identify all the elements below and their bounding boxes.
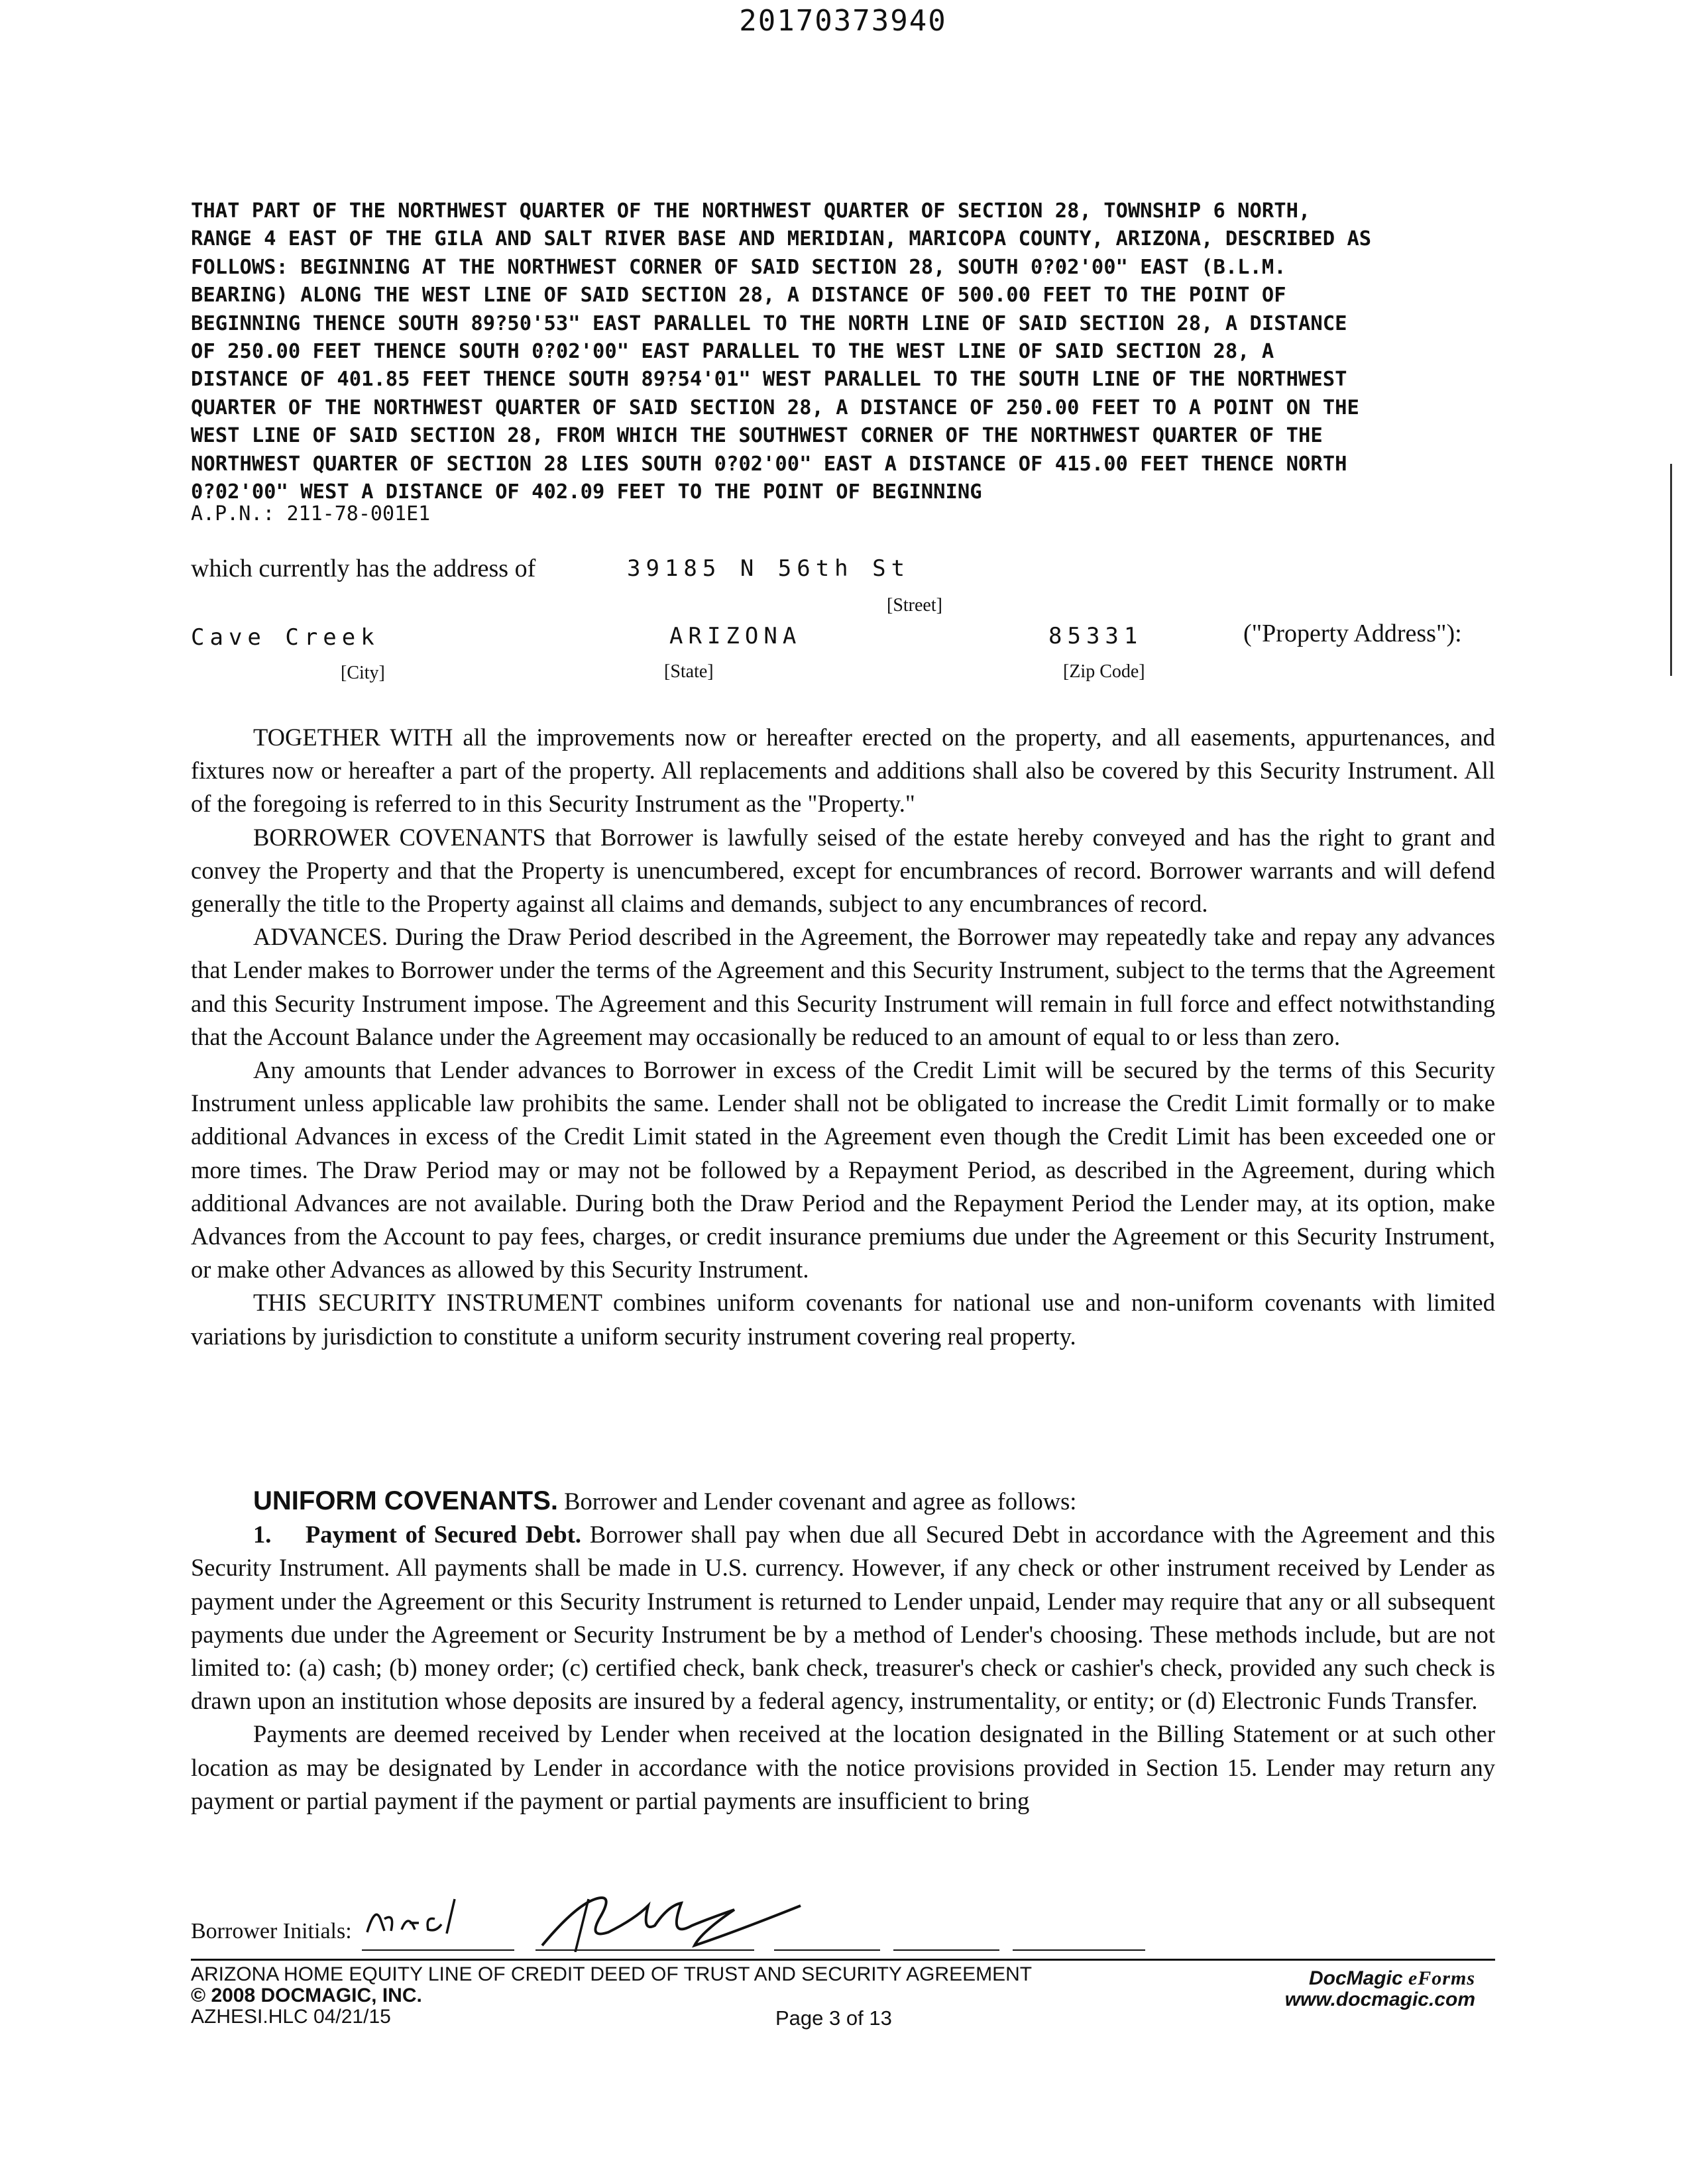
- initials-line-2: [535, 1949, 754, 1951]
- advances-paragraph: ADVANCES. During the Draw Period described in the Agreement, the Borrower may repeatedly take and repay any advances that Lender makes to Borrower under the terms of the Agreement and this Security Instrument, subject to the terms that the Agreement and this Security Instrument impose. The Agreement and this Security Instrument will remain in full force and effect notwithstanding that the Account Balance under the Agreement may occasionally be reduced to an amount of equal to or less than zero.: [191, 923, 1495, 1050]
- scan-margin-mark: [1670, 464, 1672, 676]
- property-address-label: ("Property Address"):: [1243, 620, 1462, 647]
- zip-caption: [Zip Code]: [1063, 661, 1145, 682]
- eforms-brand: eForms: [1408, 1967, 1475, 1989]
- copyright: © 2008 DOCMAGIC, INC.: [191, 1985, 422, 2006]
- initials-line-4: [893, 1949, 999, 1951]
- docmagic-website: www.docmagic.com: [1284, 1989, 1475, 2010]
- excess-advances-paragraph: Any amounts that Lender advances to Borrower in excess of the Credit Limit will be secured by the terms of this Security Instrument unless applicable law prohibits the same. Lender shall not be obligated to increase the Credit Limit formally or to make additional Advances in excess of the Credit Limit stated in the Agreement even though the Credit Limit has been exceeded one or more times. The Draw Period may or may not be followed by a Repayment Period, as described in the Agreement, during which additional Advances are not available. During both the Draw Period and the Repayment Period the Lender may, at its option, make Advances from the Account to pay fees, charges, or credit insurance premiums due under the Agreement or this Security Instrument, or make other Advances as allowed by this Security Instrument.: [191, 1056, 1495, 1283]
- form-code: AZHESI.HLC 04/21/15: [191, 2006, 391, 2028]
- initials-signature-1: [362, 1892, 475, 1939]
- apn-number: A.P.N.: 211-78-001E1: [191, 502, 431, 525]
- security-instrument-paragraph: THIS SECURITY INSTRUMENT combines uniform covenants for national use and non-uniform covenants with limited variations by jurisdiction to constitute a uniform security instrument covering real property.: [191, 1289, 1495, 1350]
- docmagic-brand: DocMagic: [1308, 1967, 1408, 1989]
- payments-received-paragraph: Payments are deemed received by Lender when received at the location designated in the Billing Statement or at such other location as may be designated by Lender in accordance with the notice provisions provided in Section 15. Lender may return any payment or partial payment if the payment or partial payments are insufficient to bring: [191, 1720, 1495, 1814]
- initials-signature-2: [535, 1879, 814, 1952]
- initials-line-1: [362, 1949, 514, 1951]
- covenants-body: [191, 721, 1495, 1353]
- footer-rule: [191, 1959, 1495, 1961]
- borrower-initials-label: Borrower Initials:: [191, 1919, 352, 1943]
- legal-description: [191, 197, 1483, 506]
- address-intro: which currently has the address of: [191, 555, 536, 582]
- section-1-text: Borrower shall pay when due all Secured Debt in accordance with the Agreement and this Security Instrument. All payments shall be made in U.S. currency. However, if any check or other instrument received by Lender as payment under the Agreement or this Security Instrument is returned to Lender unpaid, Lender may require that any or all subsequent payments due under the Agreement or Security Instrument be by a method of Lender's choosing. These methods include, but are not limited to: (a) cash; (b) money order; (c) certified check, bank check, treasurer's check or cashier's check, provided any such check is drawn upon an institution whose deposits are insured by a federal agency, instrumentality, or entity; or (d) Electronic Funds Transfer.: [191, 1521, 1496, 1715]
- initials-line-3: [774, 1949, 880, 1951]
- uniform-covenants-heading-line: [191, 1484, 1495, 1518]
- footer-brand: [1285, 1968, 1475, 2010]
- state-caption: [State]: [664, 661, 714, 682]
- docmagic-logo: [1285, 1968, 1475, 1989]
- legal-description-text: THAT PART OF THE NORTHWEST QUARTER OF THE NORTHWEST QUARTER OF SECTION 28, TOWNSHIP 6 NORTH, RANGE 4 EAST OF THE GILA AND SALT RIVER BASE AND MERIDIAN, MARICOPA COUNTY, ARIZONA, DESCRIBED AS FOLLOWS: BEGINNING AT THE NORTHWEST CORNER OF SAID SECTION 28, SOUTH 0?02'00" EAST (B.L.M. BEARING) ALONG THE WEST LINE OF SAID SECTION 28, A DISTANCE OF 500.00 FEET TO THE POINT OF BEGINNING THENCE SOUTH 89?50'53" EAST PARALLEL TO THE NORTH LINE OF SAID SECTION 28, A DISTANCE OF 250.00 FEET THENCE SOUTH 0?02'00" EAST PARALLEL TO THE WEST LINE OF SAID SECTION 28, A DISTANCE OF 401.85 FEET THENCE SOUTH 89?54'01" WEST PARALLEL TO THE SOUTH LINE OF THE NORTHWEST QUARTER OF THE NORTHWEST QUARTER OF SAID SECTION 28, A DISTANCE OF 250.00 FEET TO A POINT ON THE WEST LINE OF SAID SECTION 28, FROM WHICH THE SOUTHWEST CORNER OF THE NORTHWEST QUARTER OF THE NORTHWEST QUARTER OF SECTION 28 LIES SOUTH 0?02'00" EAST A DISTANCE OF 415.00 FEET THENCE NORTH 0?02'00" WEST A DISTANCE OF 402.09 FEET TO THE POINT OF BEGINNING: [191, 199, 1372, 504]
- uniform-covenants-heading: UNIFORM COVENANTS.: [253, 1486, 558, 1515]
- page-number: Page 3 of 13: [775, 2006, 892, 2030]
- street-value: 39185 N 56th St: [627, 555, 911, 582]
- initials-line-5: [1013, 1949, 1145, 1951]
- city-caption: [City]: [341, 663, 385, 683]
- zip-value: 85331: [1048, 623, 1143, 649]
- state-value: ARIZONA: [669, 623, 802, 649]
- footer-left: [191, 1964, 1032, 2028]
- recording-number: 20170373940: [739, 4, 947, 38]
- uniform-covenants-intro: Borrower and Lender covenant and agree as follows:: [564, 1488, 1077, 1515]
- uniform-covenants: [191, 1484, 1495, 1818]
- borrower-initials-row: [191, 1912, 1304, 1952]
- city-value: Cave Creek: [191, 624, 380, 651]
- section-1-title: Payment of Secured Debt.: [305, 1521, 581, 1549]
- section-1-paragraph: [191, 1518, 1495, 1718]
- form-title: ARIZONA HOME EQUITY LINE OF CREDIT DEED OF TRUST AND SECURITY AGREEMENT: [191, 1963, 1033, 1985]
- together-with-paragraph: TOGETHER WITH all the improvements now or hereafter erected on the property, and all easements, appurtenances, and fixtures now or hereafter a part of the property. All replacements and additions shall also be covered by this Security Instrument. All of the foregoing is referred to in this Security Instrument as the "Property.": [191, 724, 1495, 818]
- section-1-number: 1.: [253, 1521, 272, 1549]
- borrower-covenants-paragraph: BORROWER COVENANTS that Borrower is lawfully seised of the estate hereby conveyed and has the right to grant and convey the Property and that the Property is unencumbered, except for encumbrances of record. Borrower warrants and will defend generally the title to the Property against all claims and demands, subject to any encumbrances of record.: [191, 823, 1495, 918]
- street-caption: [Street]: [887, 595, 942, 616]
